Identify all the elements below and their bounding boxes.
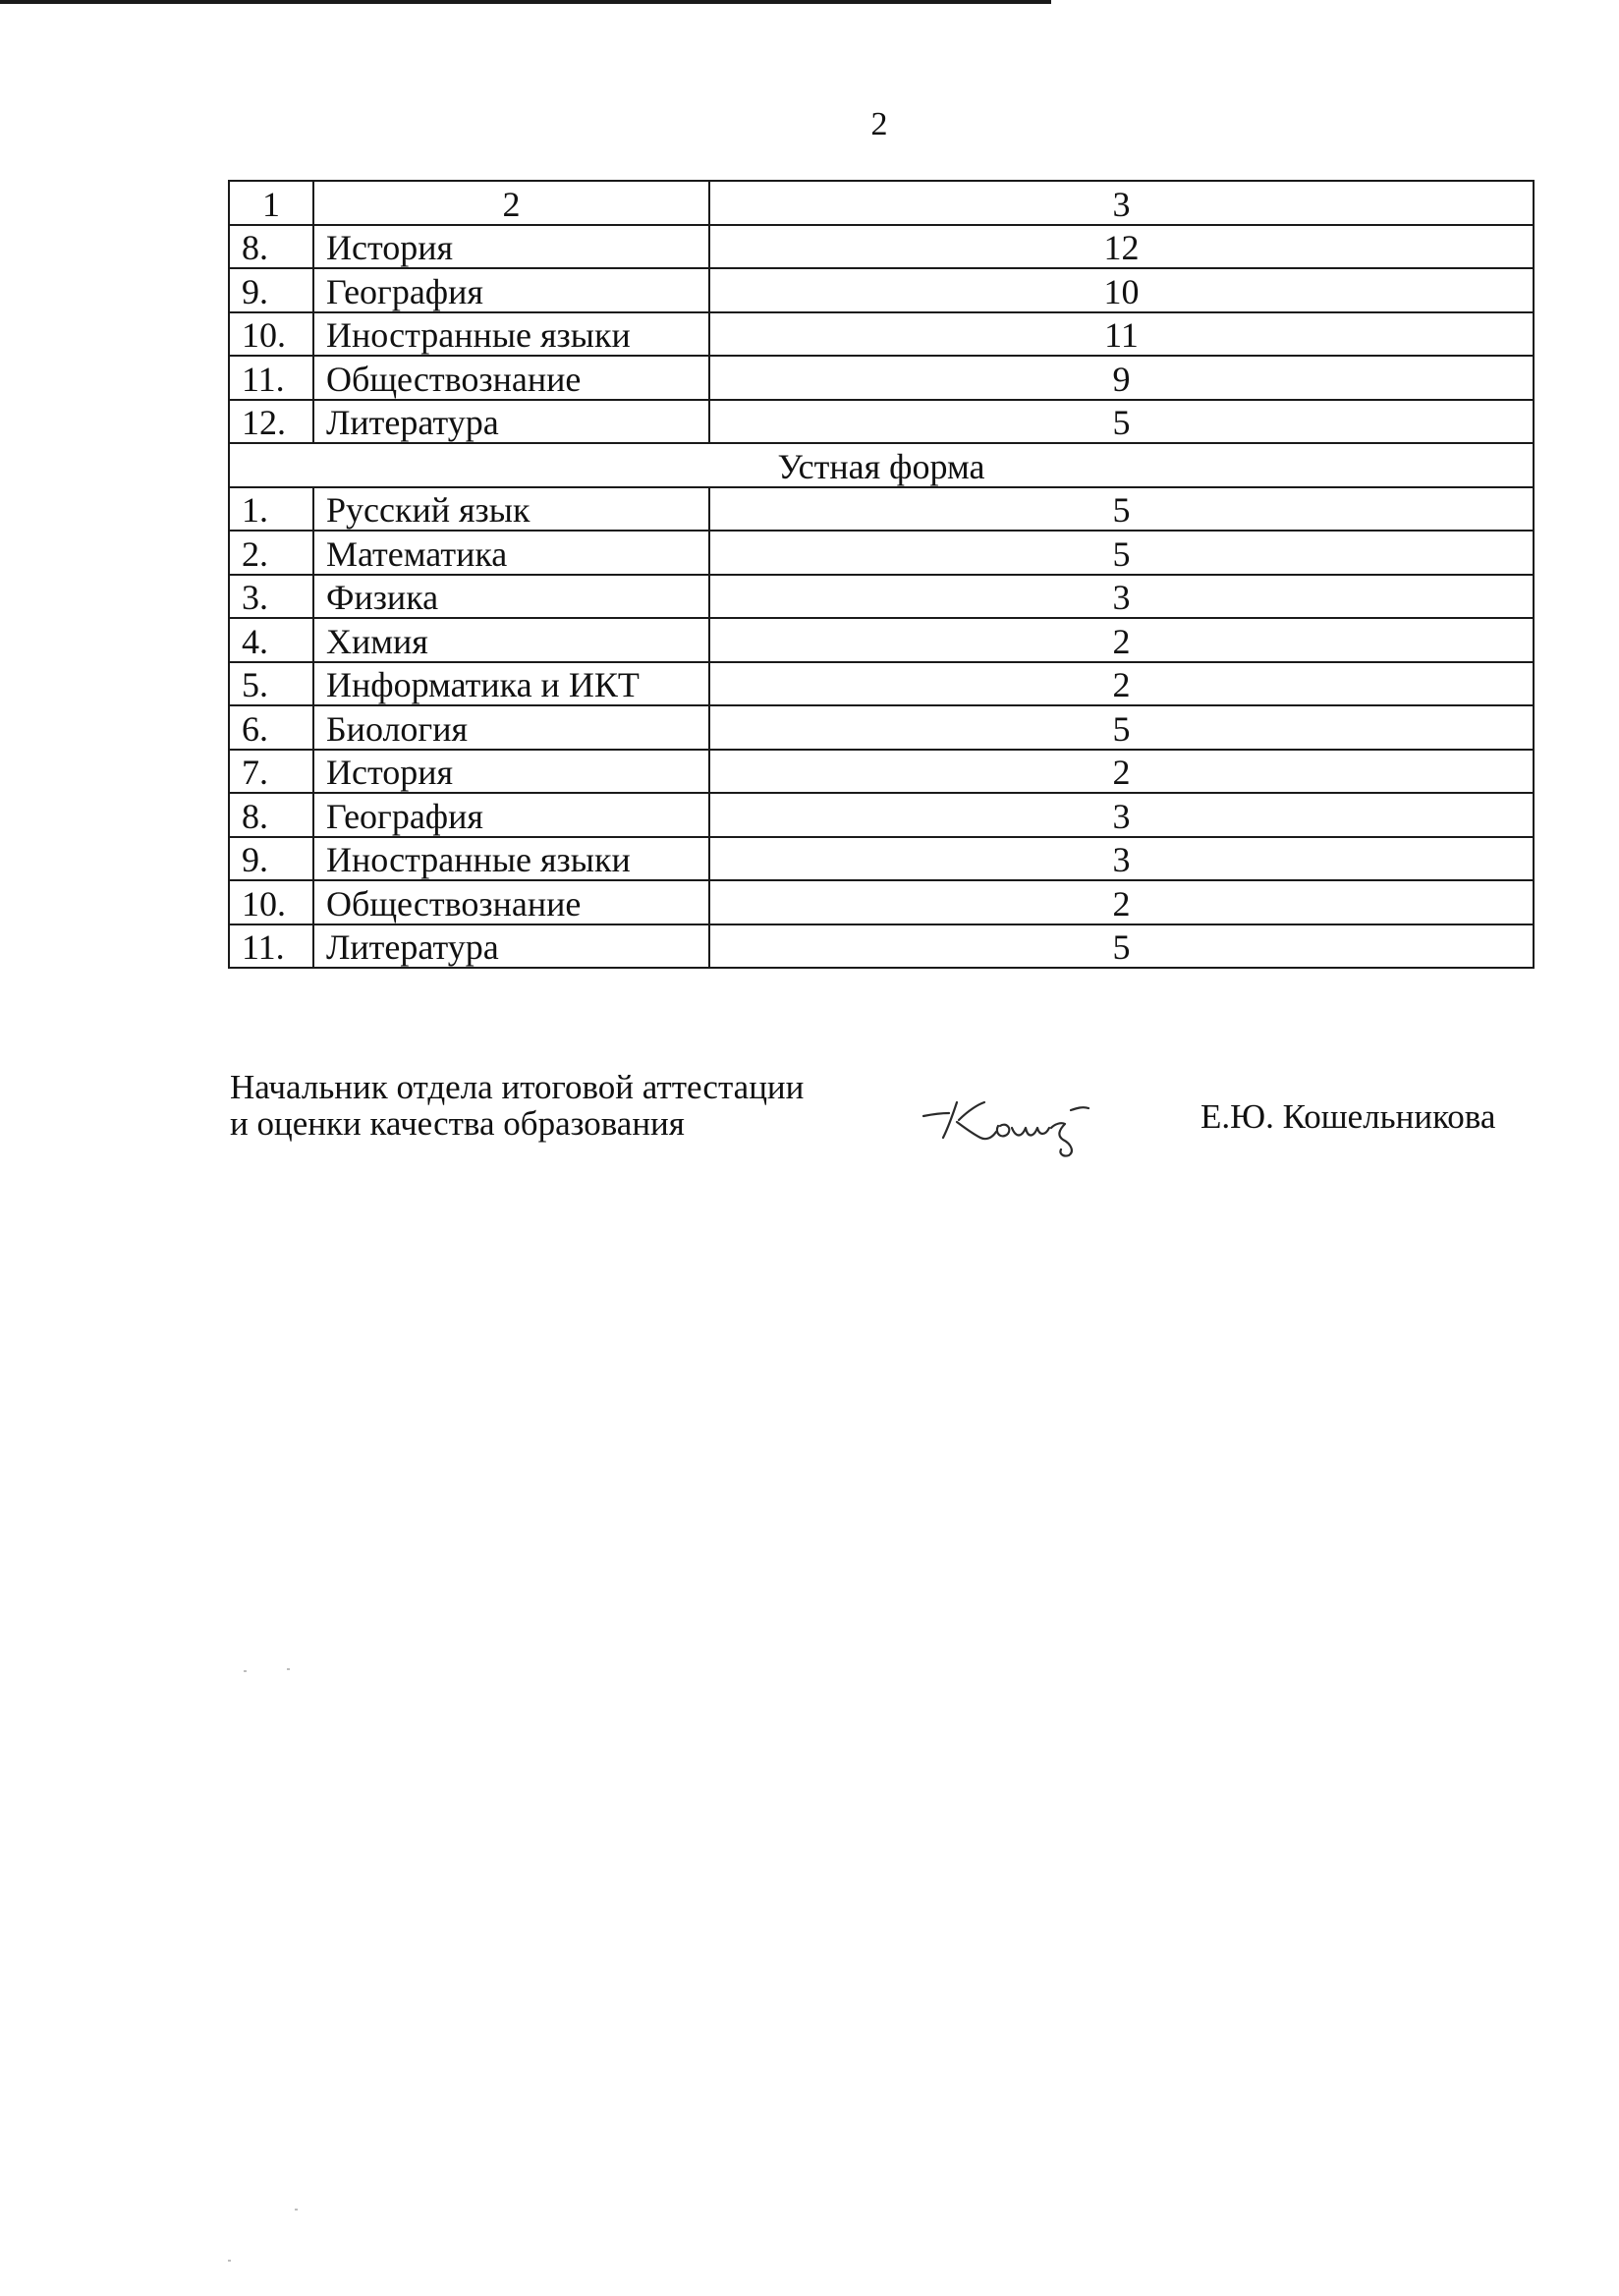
table-row: [229, 705, 1534, 750]
exam-table: [228, 180, 1535, 969]
table-row: [229, 531, 1534, 575]
row-number: 12.: [229, 400, 313, 444]
row-value: 2: [709, 618, 1534, 662]
section-title-oral: Устная форма: [229, 443, 1534, 487]
row-value: 3: [709, 837, 1534, 881]
signatory-position: [230, 1069, 804, 1142]
row-subject: Обществознание: [313, 356, 709, 400]
table-row: [229, 750, 1534, 794]
row-value: 11: [709, 312, 1534, 357]
table-header-row: [229, 181, 1534, 225]
row-subject: Физика: [313, 575, 709, 619]
row-number: 7.: [229, 750, 313, 794]
row-subject: История: [313, 750, 709, 794]
row-number: 9.: [229, 268, 313, 312]
row-subject: Информатика и ИКТ: [313, 662, 709, 706]
table-row: [229, 662, 1534, 706]
handwritten-signature: [914, 1081, 1120, 1159]
section-row: [229, 443, 1534, 487]
scan-speck: [287, 1668, 290, 1670]
table-row: [229, 575, 1534, 619]
row-number: 9.: [229, 837, 313, 881]
scan-speck: [295, 2209, 298, 2211]
row-value: 12: [709, 225, 1534, 269]
row-number: 8.: [229, 793, 313, 837]
table-row: [229, 268, 1534, 312]
row-value: 2: [709, 750, 1534, 794]
signatory-position-line-1: Начальник отдела итоговой аттестации: [230, 1068, 805, 1106]
table-row: [229, 356, 1534, 400]
table-row: [229, 793, 1534, 837]
row-value: 5: [709, 924, 1534, 969]
row-number: 8.: [229, 225, 313, 269]
header-col-1: 1: [229, 181, 313, 225]
row-subject: Иностранные языки: [313, 837, 709, 881]
row-subject: Химия: [313, 618, 709, 662]
row-number: 2.: [229, 531, 313, 575]
row-number: 11.: [229, 924, 313, 969]
scan-speck: [244, 1670, 247, 1672]
row-number: 10.: [229, 312, 313, 357]
table-row: [229, 312, 1534, 357]
signatory-position-line-2: и оценки качества образования: [230, 1104, 685, 1143]
row-subject: География: [313, 793, 709, 837]
row-number: 3.: [229, 575, 313, 619]
row-subject: Иностранные языки: [313, 312, 709, 357]
row-subject: История: [313, 225, 709, 269]
table-row: [229, 487, 1534, 532]
header-col-3: 3: [709, 181, 1534, 225]
row-subject: Обществознание: [313, 880, 709, 924]
header-col-2: 2: [313, 181, 709, 225]
table-row: [229, 400, 1534, 444]
table-row: [229, 880, 1534, 924]
page-number: 2: [870, 106, 888, 142]
scan-speck: [228, 2260, 231, 2262]
table-row: [229, 225, 1534, 269]
row-value: 5: [709, 487, 1534, 532]
row-value: 3: [709, 793, 1534, 837]
scan-top-edge: [0, 0, 1051, 4]
row-number: 1.: [229, 487, 313, 532]
row-subject: Биология: [313, 705, 709, 750]
table-row: [229, 837, 1534, 881]
row-value: 10: [709, 268, 1534, 312]
table-row: [229, 924, 1534, 969]
row-value: 5: [709, 400, 1534, 444]
row-subject: Литература: [313, 924, 709, 969]
row-value: 5: [709, 531, 1534, 575]
row-value: 3: [709, 575, 1534, 619]
table-row: [229, 618, 1534, 662]
row-subject: Русский язык: [313, 487, 709, 532]
row-value: 5: [709, 705, 1534, 750]
row-number: 10.: [229, 880, 313, 924]
row-number: 5.: [229, 662, 313, 706]
row-number: 6.: [229, 705, 313, 750]
row-subject: Литература: [313, 400, 709, 444]
row-number: 11.: [229, 356, 313, 400]
row-subject: География: [313, 268, 709, 312]
signatory-name: Е.Ю. Кошельникова: [1200, 1097, 1496, 1136]
row-subject: Математика: [313, 531, 709, 575]
row-value: 2: [709, 662, 1534, 706]
row-number: 4.: [229, 618, 313, 662]
row-value: 9: [709, 356, 1534, 400]
row-value: 2: [709, 880, 1534, 924]
